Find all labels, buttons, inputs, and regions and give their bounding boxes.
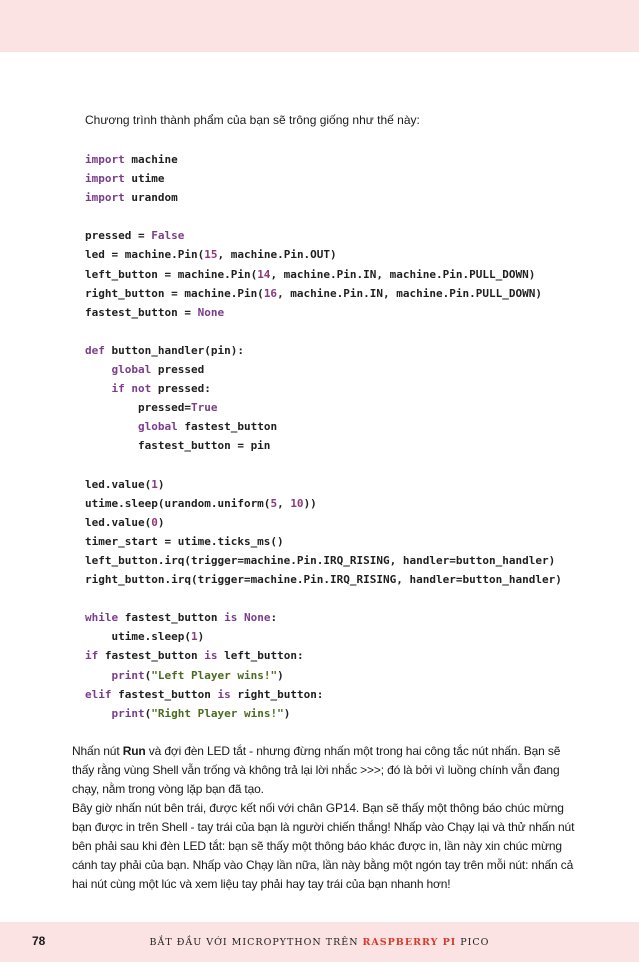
code-kw-token: if (85, 649, 99, 663)
code-line (85, 207, 605, 226)
code-token: )) (303, 496, 317, 510)
code-line (85, 704, 605, 723)
code-line (85, 513, 605, 532)
code-kw-token: print (111, 668, 145, 682)
code-kw-token: is (224, 611, 238, 625)
code-token: left_button: (217, 649, 304, 663)
intro-text: Chương trình thành phẩm của bạn sẽ trông giống như thế này: (85, 113, 420, 127)
code-line (85, 608, 605, 627)
code-token: pressed= (85, 401, 191, 415)
para1-text-a: Nhấn nút (72, 744, 123, 758)
code-line (85, 646, 605, 665)
code-line (85, 436, 605, 455)
code-token: ) (157, 477, 165, 491)
code-token: fastest_button (177, 420, 278, 434)
code-num-token: 16 (263, 286, 278, 300)
code-kw-token: global (111, 363, 152, 377)
code-token: button_handler(pin): (104, 343, 244, 357)
code-num-token: 14 (257, 267, 271, 281)
code-token: fastest_button (98, 649, 205, 663)
code-token: fastest_button = pin (85, 439, 271, 453)
code-kw-token: None (243, 611, 271, 625)
code-token: right_button.irq(trigger=machine.Pin.IRQ_RISING, handler=button_handler) (85, 573, 562, 587)
code-line (85, 245, 605, 264)
code-token: pressed: (151, 382, 211, 396)
paragraph-2: Bây giờ nhấn nút bên trái, được kết nối với chân GP14. Bạn sẽ thấy một thông báo chúc mừng bạn được in trên Shell - tay trái của bạn là người chiến thắng! Nhấp vào Chạy lại và thử nhấn nút bên phải sau khi đèn LED tắt: bạn sẽ thấy một thông báo khác được in, lần này xin chúc mừng cánh tay phải của bạn. Nhấp vào Chạy lần nữa, lần này bằng một ngón tay trên mỗi nút: nhấn cả hai nút cùng một lúc và xem liệu tay phải hay tay trái của bạn nhanh hơn! (72, 801, 575, 891)
code-token: led.value( (85, 515, 152, 529)
code-kw-token: import (85, 191, 125, 205)
body-text (72, 742, 582, 894)
code-num-token: 10 (290, 496, 304, 510)
para1-text-c: và đợi đèn LED tắt - nhưng đừng nhấn một trong hai công tắc nút nhấn. Bạn sẽ thấy rằng vùng Shell vẫn trống và không trả lại lời nhắc >>>; đó là bởi vì luồng chính vẫn đang chạy, nằm trong vòng lặp bạn đã tạo. (72, 744, 561, 796)
code-str-token: "Left Player wins!" (151, 668, 278, 682)
code-line (85, 532, 605, 551)
code-str-token: "Right Player wins!" (151, 706, 284, 720)
code-line (85, 226, 605, 245)
code-token: , machine.Pin.IN, machine.Pin.PULL_DOWN) (270, 267, 536, 281)
code-token: fastest_button (111, 687, 218, 701)
page-number: 78 (32, 934, 46, 948)
code-line (85, 666, 605, 685)
code-token: ) (197, 630, 205, 644)
code-token: pressed = (85, 229, 152, 243)
code-token: led.value( (85, 477, 152, 491)
code-token: ) (157, 515, 165, 529)
code-token: , machine.Pin.OUT) (217, 248, 337, 262)
code-token: left_button = machine.Pin( (85, 267, 258, 281)
code-kw-token: print (111, 706, 145, 720)
code-line (85, 475, 605, 494)
code-kw-token: def (85, 343, 105, 357)
code-num-token: 1 (190, 630, 198, 644)
code-line (85, 456, 605, 475)
code-line (85, 627, 605, 646)
footer-title-pre: BẮT ĐẦU VỚI MICROPYTHON TRÊN (149, 937, 363, 948)
code-kw-token: is (217, 687, 231, 701)
code-kw-token: global (137, 420, 178, 434)
code-line (85, 379, 605, 398)
code-token (85, 669, 112, 682)
code-kw-token: import (85, 172, 125, 186)
code-line (85, 150, 605, 169)
code-token: fastest_button = (85, 305, 198, 319)
code-token: fastest_button (118, 611, 225, 625)
code-line (85, 360, 605, 379)
code-kw-token: True (190, 401, 218, 415)
code-token (85, 707, 112, 720)
code-token: , machine.Pin.IN, machine.Pin.PULL_DOWN) (277, 286, 542, 300)
code-token: right_button: (230, 687, 324, 701)
code-num-token: 1 (151, 477, 158, 491)
code-token: left_button.irq(trigger=machine.Pin.IRQ_RISING, handler=button_handler) (85, 553, 556, 567)
code-token: , (277, 496, 291, 510)
footer-title-accent: RASPBERRY PI (362, 937, 457, 948)
code-token: urandom (124, 191, 178, 205)
code-kw-token: elif (85, 687, 112, 701)
code-line (85, 417, 605, 436)
code-num-token: 15 (204, 248, 218, 262)
code-num-token: 5 (270, 496, 278, 510)
code-line (85, 188, 605, 207)
code-token: : (270, 611, 278, 625)
code-token: utime.sleep( (85, 630, 191, 644)
code-token: ) (283, 706, 291, 720)
code-token: ( (144, 706, 152, 720)
code-kw-token: False (151, 229, 185, 243)
code-token: machine (124, 153, 178, 166)
code-line (85, 570, 605, 589)
code-token (85, 420, 138, 433)
code-line (85, 265, 605, 284)
code-token: ( (144, 668, 152, 682)
code-kw-token: import (85, 153, 125, 166)
code-token: timer_start = utime.ticks_ms() (85, 534, 284, 548)
header-band (0, 0, 639, 52)
code-token (85, 363, 112, 376)
code-kw-token: if not (111, 382, 152, 396)
paragraph-1 (72, 742, 582, 799)
code-token (85, 382, 112, 395)
code-token: utime (124, 172, 165, 186)
code-kw-token: None (197, 305, 225, 319)
code-kw-token: is (204, 649, 218, 663)
code-token: led = machine.Pin( (85, 248, 205, 262)
code-num-token: 0 (151, 515, 158, 529)
code-line (85, 398, 605, 417)
code-token (237, 611, 244, 624)
footer-title (0, 937, 639, 948)
code-line (85, 169, 605, 188)
code-line (85, 589, 605, 608)
code-token: utime.sleep(urandom.uniform( (85, 496, 271, 510)
code-kw-token: while (85, 611, 119, 625)
run-keyword: Run (122, 744, 146, 758)
code-line (85, 322, 605, 341)
code-line (85, 284, 605, 303)
code-token: pressed (151, 363, 205, 377)
code-token: right_button = machine.Pin( (85, 286, 264, 300)
code-listing (85, 150, 605, 723)
code-line (85, 341, 605, 360)
code-line (85, 303, 605, 322)
code-token: ) (277, 668, 284, 682)
code-line (85, 494, 605, 513)
code-line (85, 551, 605, 570)
footer-title-post: PICO (456, 937, 490, 948)
code-line (85, 685, 605, 704)
